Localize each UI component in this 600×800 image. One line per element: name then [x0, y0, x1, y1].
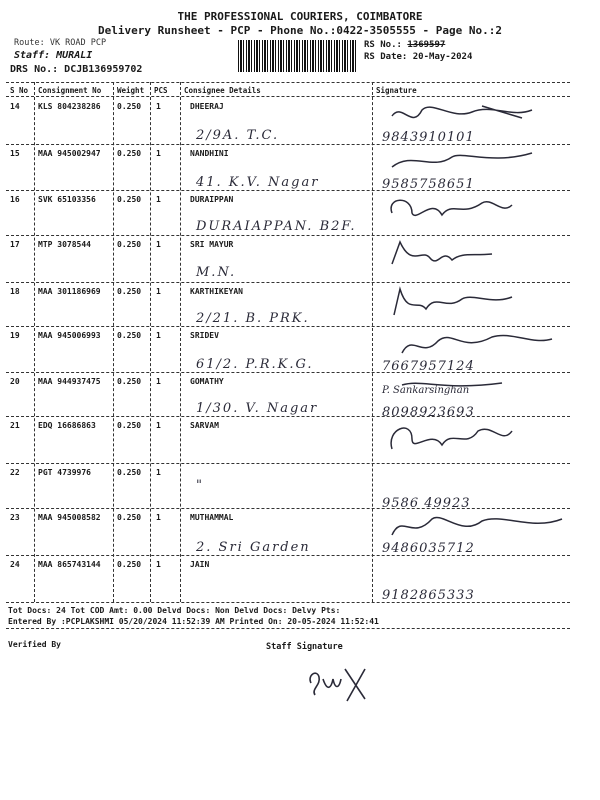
row-signature-scribble [382, 375, 572, 409]
row-divider [6, 190, 570, 191]
row-handwritten-address: 2/21. B. PRK. [196, 311, 310, 326]
row-divider [6, 508, 570, 509]
row-sno: 19 [10, 331, 20, 340]
col-divider [372, 82, 373, 602]
col-divider [180, 82, 181, 602]
entered-by-line: Entered By :PCPLAKSHMI 05/20/2024 11:52:39 AM Printed On: 20-05-2024 11:52:41 [8, 617, 379, 626]
row-sno: 24 [10, 560, 20, 569]
row-sno: 17 [10, 240, 20, 249]
row-sno: 23 [10, 513, 20, 522]
row-divider [6, 463, 570, 464]
row-sno: 14 [10, 102, 20, 111]
row-consignee-name: NANDHINI [190, 149, 229, 158]
row-signature-scribble [382, 329, 572, 363]
staff-signature-label: Staff Signature [266, 642, 343, 652]
row-weight: 0.250 [117, 287, 142, 296]
row-consignment-no: MAA 301186969 [38, 287, 101, 296]
row-handwritten-phone: 9182865333 [382, 588, 475, 603]
row-handwritten-phone: 9486035712 [382, 541, 475, 556]
row-consignee-name: MUTHAMMAL [190, 513, 234, 522]
col-header-consignment: Consignment No [38, 86, 102, 95]
row-signature-scribble [382, 238, 572, 272]
totals-line: Tot Docs: 24 Tot COD Amt: 0.00 Delvd Docs: Non Delvd Docs: Delvy Pts: [8, 606, 341, 615]
row-handwritten-address: 1/30. V. Nagar [196, 401, 319, 416]
row-signature-scribble [382, 511, 572, 545]
row-weight: 0.250 [117, 102, 142, 111]
row-sno: 16 [10, 195, 20, 204]
row-pcs: 1 [156, 287, 161, 296]
row-weight: 0.250 [117, 468, 142, 477]
row-signature-scribble [382, 147, 572, 181]
row-pcs: 1 [156, 513, 161, 522]
row-consignee-name: DHEERAJ [190, 102, 224, 111]
row-weight: 0.250 [117, 240, 142, 249]
row-consignment-no: PGT 4739976 [38, 468, 91, 477]
row-consignment-no: MAA 945006993 [38, 331, 101, 340]
row-signature-scribble [382, 193, 572, 227]
row-consignment-no: SVK 65103356 [38, 195, 96, 204]
row-pcs: 1 [156, 421, 161, 430]
col-divider [34, 82, 35, 602]
row-consignment-no: KLS 804238286 [38, 102, 101, 111]
row-consignee-name: SARVAM [190, 421, 219, 430]
row-sno: 22 [10, 468, 20, 477]
company-title: THE PROFESSIONAL COURIERS, COIMBATORE [177, 10, 423, 23]
row-handwritten-address: DURAIAPPAN. B2F. [196, 219, 357, 234]
footer-rule [6, 628, 570, 629]
row-handwritten-phone: 7667957124 [382, 359, 475, 374]
col-header-consignee: Consignee Details [184, 86, 261, 95]
row-consignee-name: JAIN [190, 560, 210, 569]
row-weight: 0.250 [117, 421, 142, 430]
row-pcs: 1 [156, 240, 161, 249]
row-divider [6, 144, 570, 145]
row-divider [6, 372, 570, 373]
row-handwritten-phone: 9586 49923 [382, 496, 471, 511]
row-handwritten-address: " [196, 478, 204, 493]
row-divider [6, 416, 570, 417]
row-handwritten-name: P. Sankarsinghan [382, 385, 470, 396]
drs-number: DRS No.: DCJB136959702 [10, 64, 143, 75]
row-signature-scribble [382, 419, 572, 453]
row-handwritten-address: 41. K.V. Nagar [196, 175, 320, 190]
row-sno: 20 [10, 377, 20, 386]
col-divider [113, 82, 114, 602]
row-sno: 15 [10, 149, 20, 158]
col-header-signature: Signature [376, 86, 417, 95]
row-handwritten-phone: 8098923693 [382, 405, 475, 420]
table-bottom-rule [6, 602, 570, 603]
rs-number: RS No.: 1369597 [364, 40, 446, 50]
row-weight: 0.250 [117, 377, 142, 386]
row-sno: 18 [10, 287, 20, 296]
row-pcs: 1 [156, 560, 161, 569]
col-header-pcs: PCS [154, 86, 168, 95]
row-pcs: 1 [156, 468, 161, 477]
row-sno: 21 [10, 421, 20, 430]
row-weight: 0.250 [117, 195, 142, 204]
row-pcs: 1 [156, 149, 161, 158]
row-handwritten-address: M.N. [196, 265, 237, 280]
staff-label: Staff: MURALI [14, 50, 93, 61]
row-signature-scribble [382, 100, 572, 134]
row-pcs: 1 [156, 331, 161, 340]
staff-signature-scribble [305, 655, 375, 705]
row-weight: 0.250 [117, 149, 142, 158]
row-pcs: 1 [156, 102, 161, 111]
row-pcs: 1 [156, 377, 161, 386]
col-header-weight: Weight [117, 86, 145, 95]
barcode-image [238, 40, 358, 72]
row-weight: 0.250 [117, 331, 142, 340]
row-consignee-name: KARTHIKEYAN [190, 287, 243, 296]
row-handwritten-address: 2/9A. T.C. [196, 128, 280, 143]
row-consignment-no: MAA 945008582 [38, 513, 101, 522]
table-top-rule [6, 82, 570, 83]
col-header-sno: S No [10, 86, 29, 95]
row-consignment-no: MAA 945002947 [38, 149, 101, 158]
rs-date: RS Date: 20-May-2024 [364, 52, 473, 62]
row-handwritten-address: 2. Sri Garden [196, 540, 311, 555]
row-divider [6, 282, 570, 283]
row-consignee-name: SRIDEV [190, 331, 219, 340]
row-handwritten-phone: 9585758651 [382, 177, 475, 192]
verified-by-label: Verified By [8, 640, 61, 649]
route-label: Route: VK ROAD PCP [14, 38, 107, 48]
row-consignment-no: MAA 865743144 [38, 560, 101, 569]
row-consignee-name: GOMATHY [190, 377, 224, 386]
col-divider [150, 82, 151, 602]
row-signature-scribble [382, 285, 572, 319]
row-divider [6, 235, 570, 236]
row-weight: 0.250 [117, 513, 142, 522]
row-weight: 0.250 [117, 560, 142, 569]
row-handwritten-phone: 9843910101 [382, 130, 475, 145]
runsheet-title: Delivery Runsheet - PCP - Phone No.:0422-3505555 - Page No.:2 [98, 24, 502, 37]
row-consignment-no: EDQ 16686863 [38, 421, 96, 430]
row-pcs: 1 [156, 195, 161, 204]
row-consignment-no: MTP 3078544 [38, 240, 91, 249]
row-handwritten-address: 61/2. P.R.K.G. [196, 357, 314, 372]
row-divider [6, 555, 570, 556]
row-divider [6, 326, 570, 327]
row-consignee-name: SRI MAYUR [190, 240, 234, 249]
table-header-rule [6, 96, 570, 97]
row-consignee-name: DURAIPPAN [190, 195, 234, 204]
row-consignment-no: MAA 944937475 [38, 377, 101, 386]
